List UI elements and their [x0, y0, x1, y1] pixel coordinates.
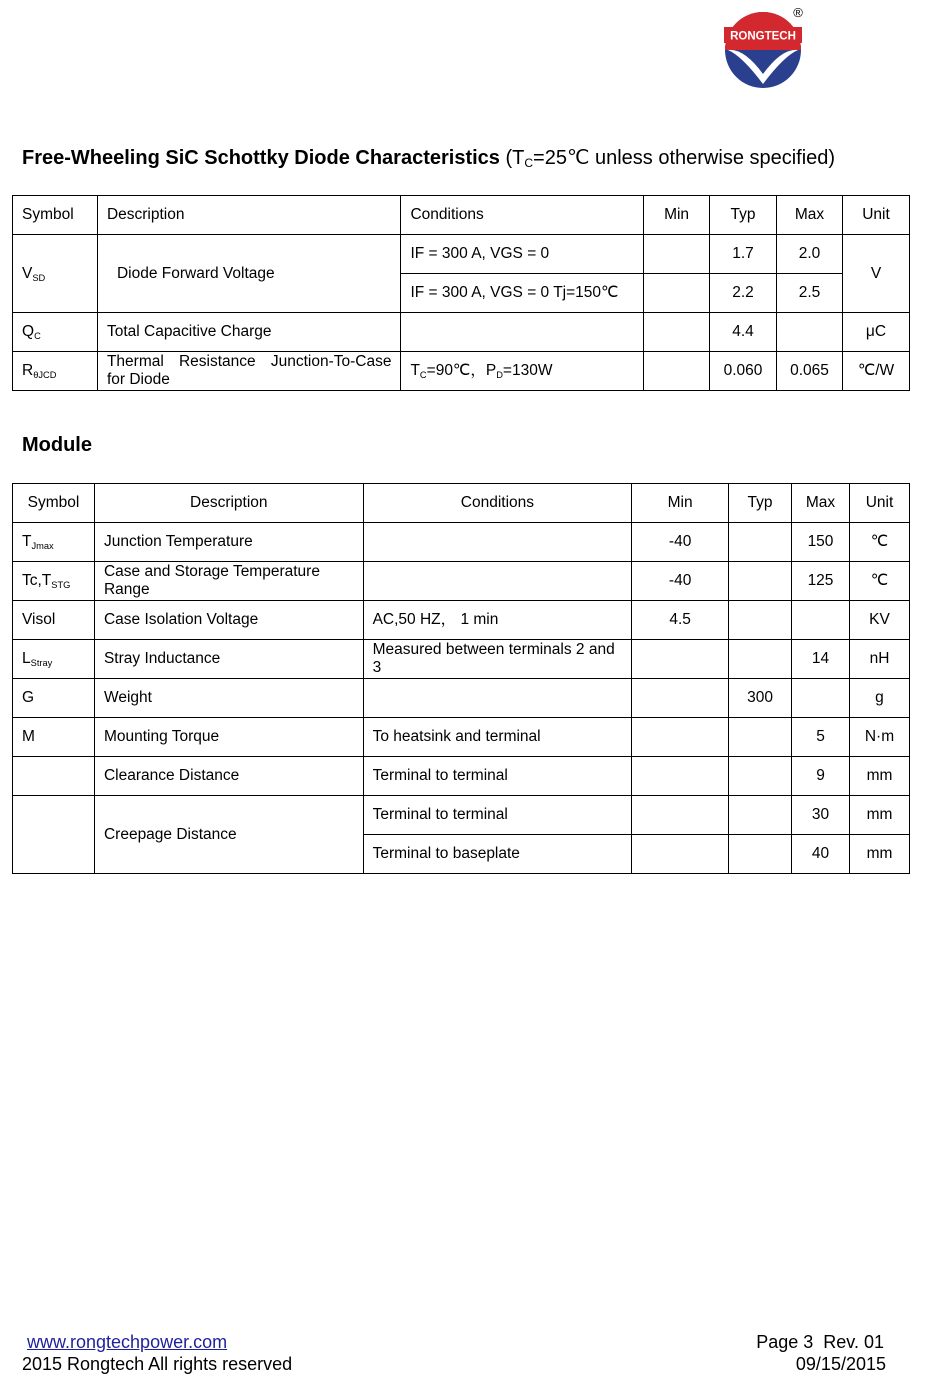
max-cell: [792, 601, 850, 640]
module-table: [12, 483, 910, 874]
cond-a-sub: C: [419, 370, 427, 380]
logo-text: RONGTECH: [730, 30, 796, 43]
min-cell: [644, 352, 710, 391]
diode-title-conditions: [505, 147, 835, 169]
typ-cell: 300: [729, 679, 792, 718]
max-cell: [792, 679, 850, 718]
unit-cell: g: [849, 679, 909, 718]
header-max: Max: [777, 196, 843, 235]
diode-section-title: [22, 145, 835, 170]
header-symbol: Symbol: [13, 196, 98, 235]
min-cell: 4.5: [632, 601, 729, 640]
conditions-cell: IF = 300 A, VGS = 0 Tj=150℃: [401, 274, 644, 313]
symbol-sub: SD: [32, 272, 46, 283]
typ-cell: 1.7: [710, 235, 777, 274]
unit-cell: μC: [842, 313, 909, 352]
description-cell: Stray Inductance: [94, 640, 363, 679]
conditions-cell: [363, 562, 632, 601]
symbol-sub: Stray: [30, 658, 53, 668]
table-row: [13, 757, 910, 796]
table-row: [13, 601, 910, 640]
symbol-sub: θJCD: [33, 370, 57, 380]
module-section-title: Module: [22, 434, 92, 456]
unit-cell: ℃/W: [842, 352, 909, 391]
header-unit: Unit: [842, 196, 909, 235]
max-cell: 125: [792, 562, 850, 601]
min-cell: [632, 640, 729, 679]
symbol-main: M: [22, 728, 35, 745]
cond-sub: C: [524, 156, 534, 170]
min-cell: -40: [632, 562, 729, 601]
unit-cell: N·m: [849, 718, 909, 757]
symbol-main: Tc,T: [22, 572, 52, 589]
table-row: [13, 679, 910, 718]
unit-cell: mm: [849, 835, 909, 874]
symbol-cell: [13, 562, 95, 601]
header-unit: Unit: [849, 484, 909, 523]
typ-cell: [729, 835, 792, 874]
diode-title-bold: Free-Wheeling SiC Schottky Diode Characteristics: [22, 147, 500, 169]
min-cell: [632, 679, 729, 718]
symbol-cell: [13, 796, 95, 874]
conditions-cell: Terminal to terminal: [363, 796, 632, 835]
min-cell: [644, 235, 710, 274]
symbol-sub: Jmax: [31, 541, 54, 551]
rongtech-logo: [722, 4, 812, 90]
table-row: [13, 523, 910, 562]
max-cell: 0.065: [777, 352, 843, 391]
cond-c: =130W: [502, 362, 553, 379]
diode-characteristics-table: [12, 195, 910, 391]
page-revision: Page 3 Rev. 01: [756, 1332, 884, 1352]
conditions-cell: To heatsink and terminal: [363, 718, 632, 757]
description-cell: Junction Temperature: [94, 523, 363, 562]
symbol-cell: [13, 718, 95, 757]
symbol-cell: [13, 235, 98, 313]
typ-cell: [729, 640, 792, 679]
unit-cell: mm: [849, 796, 909, 835]
symbol-sub: C: [34, 331, 41, 341]
max-cell: 9: [792, 757, 850, 796]
header-typ: Typ: [729, 484, 792, 523]
cond-b-sub: D: [496, 370, 503, 380]
header-max: Max: [792, 484, 850, 523]
symbol-main: T: [22, 533, 32, 550]
conditions-cell: Terminal to terminal: [363, 757, 632, 796]
description-cell: Total Capacitive Charge: [97, 313, 401, 352]
min-cell: [632, 796, 729, 835]
conditions-cell: [363, 523, 632, 562]
description-cell: Diode Forward Voltage: [97, 235, 401, 313]
table-row: [13, 562, 910, 601]
table-row: [13, 718, 910, 757]
max-cell: 14: [792, 640, 850, 679]
unit-cell: mm: [849, 757, 909, 796]
table-header-row: [13, 484, 910, 523]
unit-cell: KV: [849, 601, 909, 640]
table-row: [13, 313, 910, 352]
website-link[interactable]: www.rongtechpower.com: [27, 1332, 228, 1352]
cond-rest: =25℃ unless otherwise specified): [533, 147, 836, 169]
symbol-main: V: [22, 264, 33, 282]
table-header-row: [13, 196, 910, 235]
description-cell: Case Isolation Voltage: [94, 601, 363, 640]
unit-cell: V: [842, 235, 909, 313]
min-cell: [644, 313, 710, 352]
typ-cell: [729, 601, 792, 640]
cond-open: (T: [505, 147, 525, 169]
symbol-main: Q: [22, 323, 35, 340]
typ-cell: [729, 757, 792, 796]
typ-cell: [729, 718, 792, 757]
typ-cell: [729, 562, 792, 601]
header-conditions: Conditions: [363, 484, 632, 523]
min-cell: [632, 718, 729, 757]
symbol-cell: [13, 757, 95, 796]
unit-cell: ℃: [849, 562, 909, 601]
max-cell: 30: [792, 796, 850, 835]
min-cell: [632, 757, 729, 796]
symbol-main: Visol: [22, 611, 56, 628]
table-row: [13, 640, 910, 679]
table-row: [13, 352, 910, 391]
conditions-cell: AC,50 HZ， 1 min: [363, 601, 632, 640]
conditions-cell: Terminal to baseplate: [363, 835, 632, 874]
max-cell: 2.5: [777, 274, 843, 313]
registered-mark: ®: [793, 5, 803, 20]
unit-cell: nH: [849, 640, 909, 679]
symbol-sub: STG: [51, 580, 71, 590]
symbol-cell: [13, 352, 98, 391]
max-cell: 2.0: [777, 235, 843, 274]
symbol-cell: [13, 313, 98, 352]
header-symbol: Symbol: [13, 484, 95, 523]
table-row: [13, 796, 910, 835]
min-cell: [644, 274, 710, 313]
description-cell: Mounting Torque: [94, 718, 363, 757]
conditions-cell: IF = 300 A, VGS = 0: [401, 235, 644, 274]
description-cell: Case and Storage Temperature Range: [94, 562, 363, 601]
symbol-main: G: [22, 689, 35, 706]
conditions-cell: [363, 679, 632, 718]
conditions-cell: [401, 313, 644, 352]
header-description: Description: [97, 196, 401, 235]
max-cell: [777, 313, 843, 352]
header-description: Description: [94, 484, 363, 523]
typ-cell: [729, 523, 792, 562]
header-typ: Typ: [710, 196, 777, 235]
header-min: Min: [632, 484, 729, 523]
min-cell: [632, 835, 729, 874]
typ-cell: 2.2: [710, 274, 777, 313]
table-row: [13, 235, 910, 274]
min-cell: -40: [632, 523, 729, 562]
description-cell: Clearance Distance: [94, 757, 363, 796]
description-cell: Creepage Distance: [94, 796, 363, 874]
max-cell: 150: [792, 523, 850, 562]
unit-cell: ℃: [849, 523, 909, 562]
footer-date: 09/15/2015: [795, 1354, 886, 1374]
max-cell: 5: [792, 718, 850, 757]
typ-cell: 4.4: [710, 313, 777, 352]
typ-cell: 0.060: [710, 352, 777, 391]
max-cell: 40: [792, 835, 850, 874]
cond-b: =90℃，P: [426, 362, 497, 379]
description-cell: Weight: [94, 679, 363, 718]
symbol-main: L: [22, 650, 31, 667]
typ-cell: [729, 796, 792, 835]
conditions-cell: Measured between terminals 2 and 3: [363, 640, 632, 679]
symbol-cell: [13, 679, 95, 718]
copyright-text: 2015 Rongtech All rights reserved: [22, 1354, 293, 1374]
header-conditions: Conditions: [401, 196, 644, 235]
symbol-cell: [13, 523, 95, 562]
symbol-cell: [13, 601, 95, 640]
cond-a: T: [410, 362, 420, 379]
description-cell: Thermal Resistance Junction-To-Case for Diode: [97, 352, 401, 391]
symbol-main: R: [22, 362, 34, 379]
header-min: Min: [644, 196, 710, 235]
conditions-cell: [401, 352, 644, 391]
symbol-cell: [13, 640, 95, 679]
